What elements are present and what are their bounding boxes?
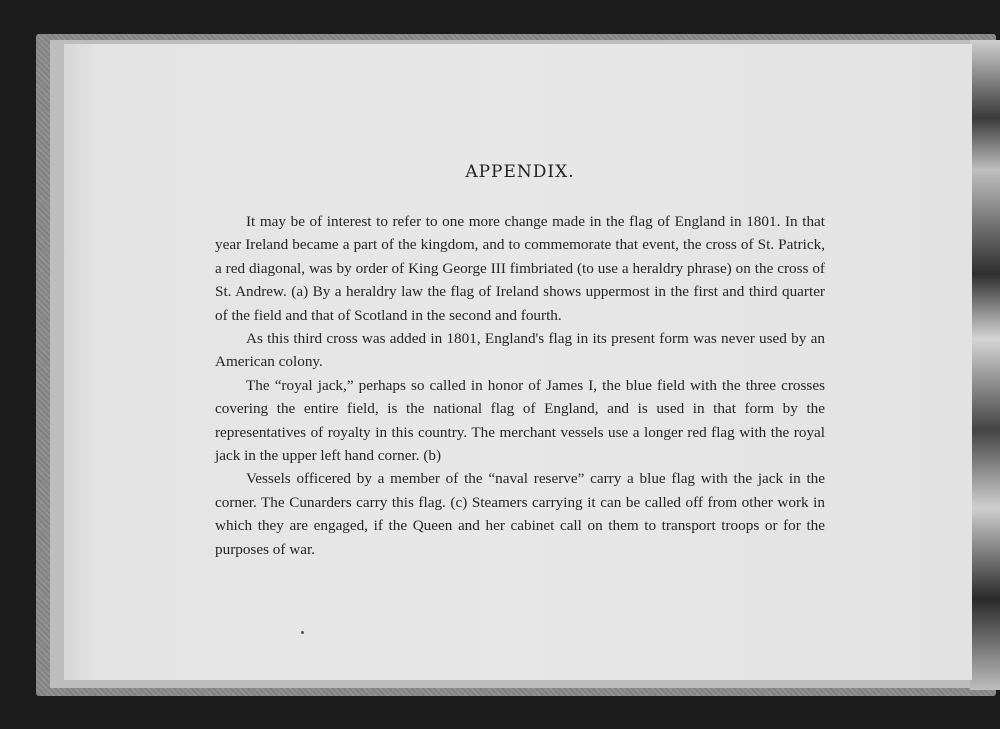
paragraph: Vessels officered by a member of the “naval reserve” carry a blue flag with the jack in the corner. The Cunarders carry this flag. (c) Steamers carrying it can be called off from other work in which they are engaged, if the Queen and her cabinet call on them to transport troops or for the purposes of war.: [215, 470, 825, 558]
paragraph: It may be of interest to refer to one more change made in the flag of England in 1801. In that year Ireland became a part of the kingdom, and to commemorate that event, the cross of St. Patrick, a red diagonal, was by order of King George III fimbriated (to use a heraldry phrase) on the cross of St. Andrew. (a) By a heraldry law the flag of Ireland shows uppermost in the first and third quarter of the field and that of Scotland in the second and fourth.: [215, 213, 825, 324]
paragraph: As this third cross was added in 1801, England's flag in its present form was never used by an American colony.: [215, 330, 825, 371]
ink-speck: [301, 631, 304, 634]
facing-page-strip: [970, 40, 1000, 690]
page-heading: APPENDIX.: [465, 162, 575, 182]
paragraph: The “royal jack,” perhaps so called in honor of James I, the blue field with the three crosses covering the entire field, is the national flag of England, and is used in that form by the representatives of royalty in this country. The merchant vessels use a longer red flag with the royal jack in the upper left hand corner. (b): [215, 376, 825, 465]
body-text: [215, 210, 825, 561]
